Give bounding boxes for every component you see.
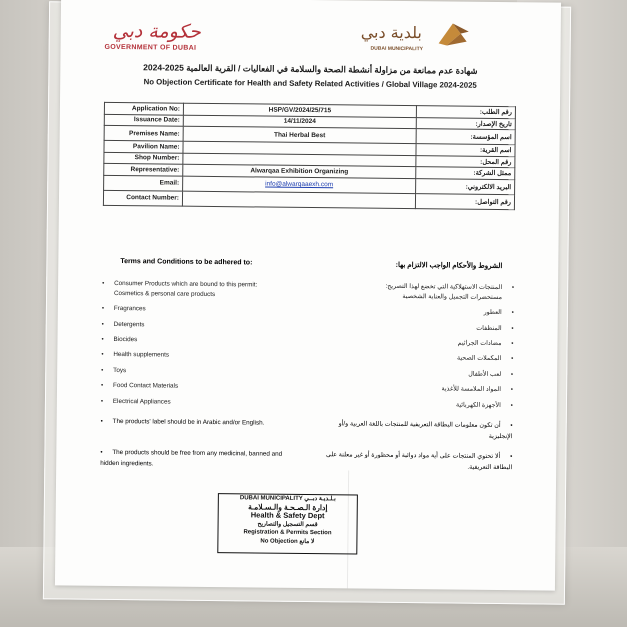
terms-section [100, 258, 515, 472]
dubai-municipality-logo [360, 21, 490, 62]
row-label-ar: تاريخ الإصدار: [416, 117, 515, 130]
list-item [114, 290, 215, 298]
certificate-title-arabic: شهادة عدم ممانعة من مزاولة أنشطة الصحة والسلامة في الفعاليات / القرية العالمية 2025-2024 [143, 62, 478, 76]
contact-number-value [182, 191, 415, 208]
ingredients-condition-text: The products should be free from any medicinal, banned and hidden ingredients. [100, 448, 283, 468]
product-item-ar: لعب الأطفال [468, 370, 502, 379]
product-item-en: Health supplements [113, 350, 170, 359]
row-label-ar: رقم الطلب: [416, 106, 515, 119]
stamp-line: إدارة الـصـحـة والـسـلامـة [248, 501, 328, 512]
product-item-en: Fragrances [113, 304, 146, 313]
premises-name-value: Thai Herbal Best [183, 126, 416, 143]
product-item-en: Food Contact Materials [112, 381, 179, 390]
product-item-en: Electrical Appliances [112, 397, 171, 406]
list-item: •لعب الأطفال [468, 370, 514, 379]
label-condition-ar: •أن تكون معلومات البطاقة التعريفية للمنتجات باللغة العربية و/أو الإنجليزية [338, 420, 513, 441]
row-label-ar: رقم التواصل: [415, 193, 514, 209]
list-item: • Toys [101, 366, 127, 375]
product-item-ar: المواد الملامسة للأغذية [441, 385, 502, 394]
list-item: •الأجهزة الكهربائية [455, 401, 513, 410]
email-link[interactable]: info@alwarqaaexh.com [265, 180, 334, 189]
row-label-en: Email: [104, 175, 183, 191]
row-label-en: Pavilion Name: [104, 140, 183, 152]
row-label-ar: البريد الالكتروني: [416, 178, 515, 194]
ingredients-condition-text-ar: ألا تحتوي المنتجات على أية مواد دوائية أو محظورة أو غير معلنة على البطاقة التعريفية. [325, 451, 513, 472]
certificate-title-english: No Objection Certificate for Health and Safety Related Activities / Global Village 2024-2025 [143, 77, 477, 90]
label-condition-en: • The products' label should be in Arabic and/or English. [100, 417, 265, 427]
product-item-ar: مستحضرات التجميل والعناية الشخصية [402, 292, 503, 302]
product-item-en: Detergents [113, 320, 145, 329]
row-label-ar: رقم المحل: [416, 155, 515, 168]
stamp-line: قسم التسجيل والتصاريح [257, 521, 318, 528]
ingredients-condition-en: • The products should be free from any medicinal, banned and hidden ingredients. [100, 448, 283, 468]
row-label-en: Application No: [104, 102, 183, 114]
row-label-ar: اسم المؤسسة: [416, 129, 515, 145]
ingredients-condition-ar: •ألا تحتوي المنتجات على أية مواد دوائية أو محظورة أو غير معلنة على البطاقة التعريفية. [325, 451, 513, 472]
no-objection-stamp [217, 493, 358, 554]
product-item-en: Consumer Products which are bound to this permit: [114, 279, 258, 289]
stamp-line: Health & Safety Dept [250, 510, 325, 521]
certificate-document [55, 0, 561, 591]
row-label-ar: اسم القرية: [416, 144, 515, 157]
list-item: •مضادات الجراثيم [457, 339, 514, 348]
list-item: •المنتجات الاستهلاكية التي تخضع لهذا التصريح: [385, 282, 515, 292]
row-label-en: Representative: [104, 163, 183, 175]
terms-heading-ar: الشروط والأحكام الواجب الالتزام بها: [395, 261, 503, 271]
product-item-en: Cosmetics & personal care products [113, 289, 216, 299]
list-item: • Food Contact Materials [100, 381, 179, 390]
product-item-ar: المنظفات [476, 324, 502, 333]
row-label-en: Issuance Date: [104, 114, 183, 126]
row-label-en: Shop Number: [104, 152, 183, 164]
product-item-ar: المكملات الصحية [456, 354, 502, 363]
product-item-en: Toys [113, 366, 127, 375]
stamp-line: DUBAI MUNICIPALITY بـلـديـة دبــي [239, 495, 336, 503]
label-condition-text-ar: أن تكون معلومات البطاقة التعريفية للمنتجات باللغة العربية و/أو الإنجليزية [338, 420, 513, 441]
issuance-date-value: 14/11/2024 [183, 115, 416, 129]
list-item [402, 293, 502, 301]
stamp-line: No Objection لا مانع [260, 538, 315, 546]
product-item-ar: مضادات الجراثيم [457, 339, 502, 348]
list-item: • Electrical Appliances [100, 397, 171, 406]
terms-heading-en: Terms and Conditions to be adhered to: [120, 258, 253, 267]
product-item-ar: الأجهزة الكهربائية [455, 401, 501, 410]
government-of-dubai-logo [104, 20, 214, 57]
product-item-en: Biocides [113, 335, 138, 344]
representative-value: Alwarqaa Exhibition Organizing [183, 164, 416, 178]
list-item: •العطور [483, 308, 514, 317]
list-item: •المواد الملامسة للأغذية [441, 385, 514, 394]
list-item: •المنظفات [476, 324, 514, 333]
stamp-line: Registration & Permits Section [243, 529, 332, 537]
application-number-value: HSP/GV/2024/25/715 [183, 103, 416, 117]
list-item: • Biocides [101, 335, 138, 344]
certificate-details-table [103, 102, 516, 210]
label-condition-text: The products' label should be in Arabic and/or English. [112, 417, 265, 427]
gov-logo-arabic: حكومة دبي [112, 19, 201, 43]
list-item: • Health supplements [101, 350, 170, 359]
list-item: •المكملات الصحية [456, 354, 514, 363]
product-item-ar: العطور [483, 308, 502, 317]
muni-logo-arabic: بلدية دبي [360, 22, 423, 43]
row-label-ar: ممثل الشركة: [416, 167, 515, 180]
product-item-ar: المنتجات الاستهلاكية التي تخضع لهذا التصريح: [385, 282, 503, 292]
list-item: • Fragrances [101, 304, 146, 313]
list-item: • Detergents [101, 320, 145, 329]
list-item: • Consumer Products which are bound to this permit: [102, 279, 258, 289]
muni-logo-english: DUBAI MUNICIPALITY [370, 45, 424, 53]
gov-logo-english: GOVERNMENT OF DUBAI [104, 43, 197, 52]
table-row [103, 190, 514, 209]
row-label-en: Contact Number: [103, 190, 182, 206]
row-label-en: Premises Name: [104, 125, 183, 141]
municipality-mark-icon [433, 21, 473, 47]
